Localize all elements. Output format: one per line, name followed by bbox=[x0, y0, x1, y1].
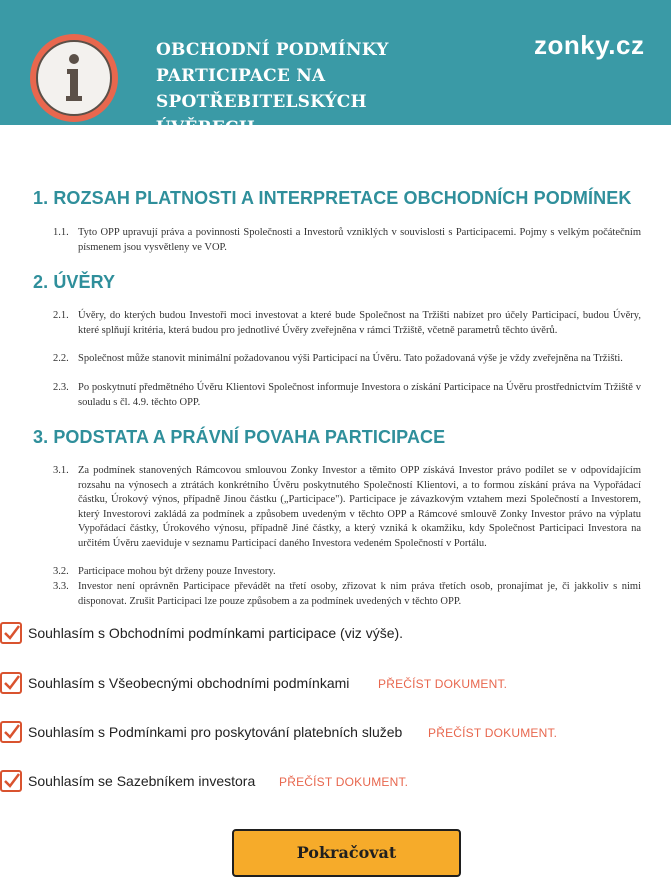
clause: 3.2. Participace mohou být drženy pouze Investory. bbox=[53, 566, 276, 577]
clause: 3.3. Investor není oprávněn Participace převádět na třetí osoby, zřizovat k nim práva třetích osob, pronajímat je, či jakkoliv s nimi disponovat. Zrušit Participaci lze pouze způsobem a za podmínek uvedených v těchto OPP. bbox=[53, 581, 641, 607]
checkmark-icon bbox=[3, 723, 21, 741]
consent-checkbox[interactable] bbox=[0, 770, 22, 792]
consent-checkbox[interactable] bbox=[0, 721, 22, 743]
section-heading: 2. ÚVĚRY bbox=[33, 272, 116, 292]
read-document-link[interactable]: PŘEČÍST DOKUMENT. bbox=[279, 775, 409, 789]
consent-checkbox[interactable] bbox=[0, 672, 22, 694]
header-banner bbox=[0, 0, 671, 138]
section-heading: 1. ROZSAH PLATNOSTI A INTERPRETACE OBCHODNÍCH PODMÍNEK bbox=[33, 188, 632, 208]
clause: 2.1. Úvěry, do kterých budou Investoři moci investovat a které bude Společnost na Tržišti nabízet pro účely Participací, budou Úvěry, které splňují kritéria, která budou pro jednotlivé Úvěry zveřejněna v rámci Tržiště, včetně parametrů těchto úvěrů. bbox=[53, 310, 641, 336]
consent-label: Souhlasím s Obchodními podmínkami participace (viz výše). bbox=[28, 625, 404, 641]
consent-label: Souhlasím se Sazebníkem investora bbox=[28, 773, 256, 789]
consent-row bbox=[0, 622, 671, 648]
clause: 2.3. Po poskytnutí předmětného Úvěru Klientovi Společnost informuje Investora o získání Participace na Úvěru prostřednictvím Tržiště v souladu s čl. 4.9. těchto OPP. bbox=[53, 382, 641, 408]
consent-row bbox=[0, 672, 671, 698]
clause: 1.1. Tyto OPP upravují práva a povinnosti Společnosti a Investorů vzniklých v souvislosti s Participacemi. Pojmy s velkým počátečním písmenem jsou vysvětleny ve VOP. bbox=[53, 227, 641, 253]
clause: 3.1. Za podmínek stanovených Rámcovou smlouvou Zonky Investor a těmito OPP získává Investor právo podílet se v odpovídajícím rozsahu na výnosech a ztrátách konkrétního Úvěru poskytnutého Společností Klientovi, a to formou získání práva na Vypořádací částku, Úrokový výnos, případně Jinou částku („Participace"). Participace je závazkovým vztahem mezi Společností a Investorem, který Investorovi zakládá za podmínek a způsobem uvedeným v těchto OPP a Rámcové smlouvě Zonky Investor právo na výplatu Vypořádací částky, Úrokového výnosu, případně Jiné částky, a který vzniká k okamžiku, kdy Společnost Participaci Investora na určitém Úvěru zaeviduje v seznamu Participací daného Investora vedeném Společností v Portálu. bbox=[53, 465, 641, 549]
read-document-link[interactable]: PŘEČÍST DOKUMENT. bbox=[378, 677, 508, 691]
consent-row bbox=[0, 770, 671, 796]
checkmark-icon bbox=[3, 624, 21, 642]
consent-label: Souhlasím s Podmínkami pro poskytování platebních služeb bbox=[28, 724, 403, 740]
terms-document[interactable] bbox=[0, 172, 671, 607]
consent-label: Souhlasím s Všeobecnými obchodními podmínkami bbox=[28, 675, 350, 691]
clause: 2.2. Společnost může stanovit minimální požadovanou výši Participací na Úvěru. Tato požadovaná výše je vždy zveřejněna na Tržišti. bbox=[53, 353, 623, 364]
checkmark-icon bbox=[3, 772, 21, 790]
zonky-logo: zonky.cz bbox=[534, 30, 645, 60]
read-document-link[interactable]: PŘEČÍST DOKUMENT. bbox=[428, 726, 558, 740]
checkmark-icon bbox=[3, 674, 21, 692]
page-title: OBCHODNÍ PODMÍNKY PARTICIPACE NA SPOTŘEBITELSKÝCH ÚVĚRECH bbox=[156, 40, 389, 138]
consent-row bbox=[0, 721, 671, 747]
continue-button[interactable]: Pokračovat bbox=[232, 829, 461, 877]
section-heading: 3. PODSTATA A PRÁVNÍ POVAHA PARTICIPACE bbox=[33, 427, 446, 447]
consent-checkbox[interactable] bbox=[0, 622, 22, 644]
info-icon bbox=[30, 34, 118, 122]
